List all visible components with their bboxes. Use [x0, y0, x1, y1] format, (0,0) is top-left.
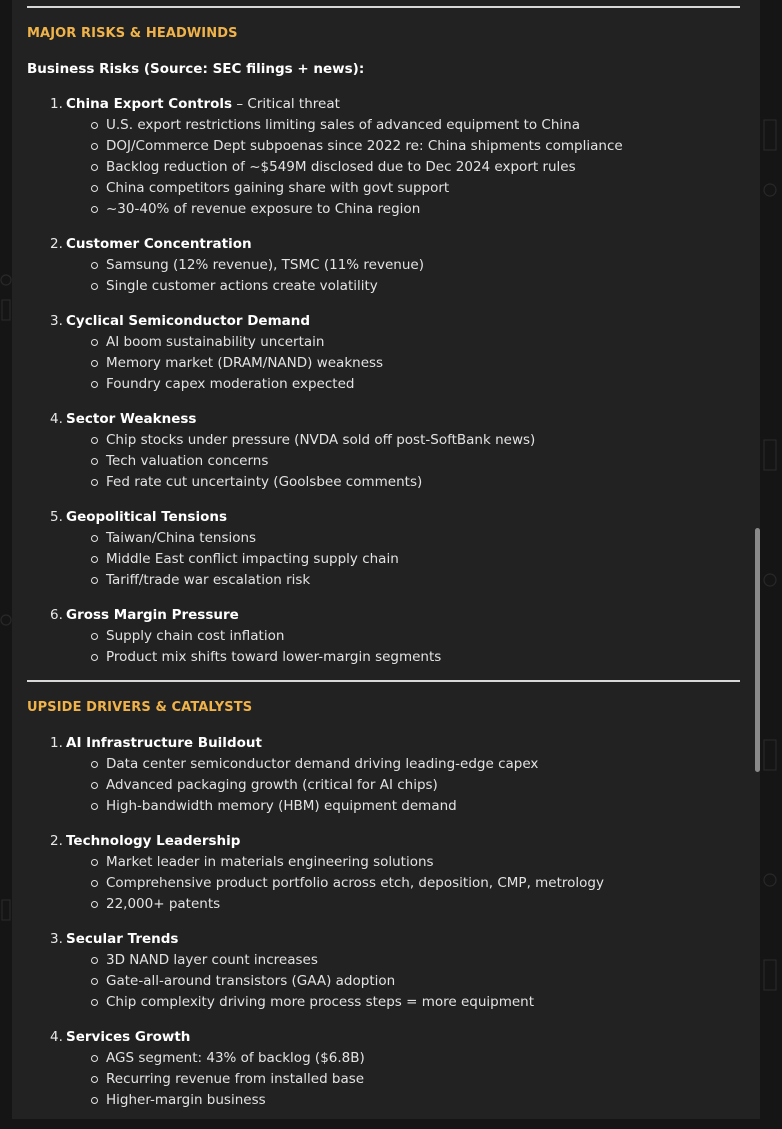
bullet-circle-icon — [91, 633, 98, 640]
bullet-circle-icon — [91, 479, 98, 486]
risk-bullet-text: Chip stocks under pressure (NVDA sold off post-SoftBank news) — [106, 432, 536, 448]
risk-bullet-text: Memory market (DRAM/NAND) weakness — [106, 355, 384, 371]
risk-bullet-text: Tech valuation concerns — [106, 453, 269, 469]
bullet-circle-icon — [91, 654, 98, 661]
upside-item-number: 4. — [50, 1029, 63, 1045]
bullet-circle-icon — [91, 381, 98, 388]
risk-item-title: China Export Controls — [66, 96, 233, 112]
risk-item-number: 3. — [50, 313, 63, 329]
document-panel — [12, 0, 760, 1119]
bullet-circle-icon — [91, 185, 98, 192]
upside-bullet-text: Market leader in materials engineering solutions — [106, 854, 434, 870]
risk-bullet-text: Middle East conflict impacting supply chain — [106, 551, 399, 567]
bullet-circle-icon — [91, 535, 98, 542]
bullet-circle-icon — [91, 339, 98, 346]
bullet-circle-icon — [91, 1055, 98, 1062]
upside-bullet-text: Chip complexity driving more process steps = more equipment — [106, 994, 535, 1010]
risk-item-title: Customer Concentration — [66, 236, 252, 252]
bullet-circle-icon — [91, 164, 98, 171]
risk-item — [50, 96, 340, 112]
upside-bullet-text: Higher-margin business — [106, 1092, 266, 1108]
risk-bullet-text: Foundry capex moderation expected — [106, 376, 355, 392]
bullet-circle-icon — [91, 761, 98, 768]
top-divider — [27, 6, 740, 8]
bullet-circle-icon — [91, 556, 98, 563]
bullet-circle-icon — [91, 283, 98, 290]
risk-item — [50, 509, 227, 525]
bullet-circle-icon — [91, 206, 98, 213]
bullet-circle-icon — [91, 143, 98, 150]
upside-item-number: 1. — [50, 735, 63, 751]
bullet-circle-icon — [91, 122, 98, 129]
risk-bullet-text: Product mix shifts toward lower-margin segments — [106, 649, 442, 665]
upside-item — [50, 931, 178, 947]
risk-item-title: Cyclical Semiconductor Demand — [66, 313, 311, 329]
bullet-circle-icon — [91, 859, 98, 866]
upside-bullet-text: 3D NAND layer count increases — [106, 952, 318, 968]
upside-bullet-text: 22,000+ patents — [106, 896, 221, 912]
bullet-circle-icon — [91, 1076, 98, 1083]
upside-item — [50, 735, 262, 751]
risk-bullet-text: Taiwan/China tensions — [106, 530, 257, 546]
upside-item — [50, 833, 240, 849]
bullet-circle-icon — [91, 978, 98, 985]
upside-bullet-text: Comprehensive product portfolio across etch, deposition, CMP, metrology — [106, 875, 604, 891]
risk-bullet-text: Single customer actions create volatility — [106, 278, 378, 294]
bullet-circle-icon — [91, 803, 98, 810]
upside-bullet-text: Data center semiconductor demand driving leading-edge capex — [106, 756, 539, 772]
risk-item-number: 2. — [50, 236, 63, 252]
upside-bullet-text: Recurring revenue from installed base — [106, 1071, 365, 1087]
risk-item-number: 6. — [50, 607, 63, 623]
risk-item-title: Geopolitical Tensions — [66, 509, 227, 525]
upside-bullet-text: Advanced packaging growth (critical for AI chips) — [106, 777, 438, 793]
risk-item-suffix: – Critical threat — [232, 96, 340, 112]
risk-bullet-text: ~30-40% of revenue exposure to China region — [106, 201, 421, 217]
risk-bullet-text: Tariff/trade war escalation risk — [106, 572, 311, 588]
bullet-circle-icon — [91, 957, 98, 964]
bullet-circle-icon — [91, 999, 98, 1006]
risk-item-number: 1. — [50, 96, 63, 112]
upside-item-title: Secular Trends — [66, 931, 179, 947]
bullet-circle-icon — [91, 360, 98, 367]
bullet-circle-icon — [91, 1097, 98, 1104]
risk-item-title: Gross Margin Pressure — [66, 607, 239, 623]
risk-item — [50, 236, 252, 252]
bullet-circle-icon — [91, 901, 98, 908]
risk-item-number: 4. — [50, 411, 63, 427]
upside-item-number: 3. — [50, 931, 63, 947]
risk-bullet-text: Backlog reduction of ~$549M disclosed due to Dec 2024 export rules — [106, 159, 576, 175]
upside-item — [50, 1029, 190, 1045]
risk-bullet-text: Fed rate cut uncertainty (Goolsbee comments) — [106, 474, 423, 490]
risk-bullet-text: U.S. export restrictions limiting sales of advanced equipment to China — [106, 117, 580, 133]
upside-heading: UPSIDE DRIVERS & CATALYSTS — [27, 700, 253, 715]
risks-heading: MAJOR RISKS & HEADWINDS — [27, 26, 238, 41]
risk-bullet-text: DOJ/Commerce Dept subpoenas since 2022 re: China shipments compliance — [106, 138, 623, 154]
upside-bullet-text: AGS segment: 43% of backlog ($6.8B) — [106, 1050, 365, 1066]
risk-bullet-text: Samsung (12% revenue), TSMC (11% revenue) — [106, 257, 424, 273]
business-risks-subheading: Business Risks (Source: SEC filings + news): — [27, 61, 365, 77]
bullet-circle-icon — [91, 437, 98, 444]
upside-item-title: Technology Leadership — [66, 833, 241, 849]
mid-divider — [27, 680, 740, 682]
bullet-circle-icon — [91, 262, 98, 269]
bullet-circle-icon — [91, 782, 98, 789]
upside-bullet-text: High-bandwidth memory (HBM) equipment demand — [106, 798, 457, 814]
bullet-circle-icon — [91, 880, 98, 887]
scrollbar-thumb[interactable] — [755, 528, 760, 772]
risk-item — [50, 313, 310, 329]
risk-bullet-text: AI boom sustainability uncertain — [106, 334, 325, 350]
risk-bullet-text: China competitors gaining share with govt support — [106, 180, 450, 196]
risk-item — [50, 607, 239, 623]
upside-item-title: Services Growth — [66, 1029, 191, 1045]
upside-bullet-text: Gate-all-around transistors (GAA) adoption — [106, 973, 396, 989]
risk-item-number: 5. — [50, 509, 63, 525]
risk-item-title: Sector Weakness — [66, 411, 197, 427]
bullet-circle-icon — [91, 577, 98, 584]
bullet-circle-icon — [91, 458, 98, 465]
upside-item-title: AI Infrastructure Buildout — [66, 735, 262, 751]
risk-bullet-text: Supply chain cost inflation — [106, 628, 285, 644]
upside-item-number: 2. — [50, 833, 63, 849]
risk-item — [50, 411, 196, 427]
